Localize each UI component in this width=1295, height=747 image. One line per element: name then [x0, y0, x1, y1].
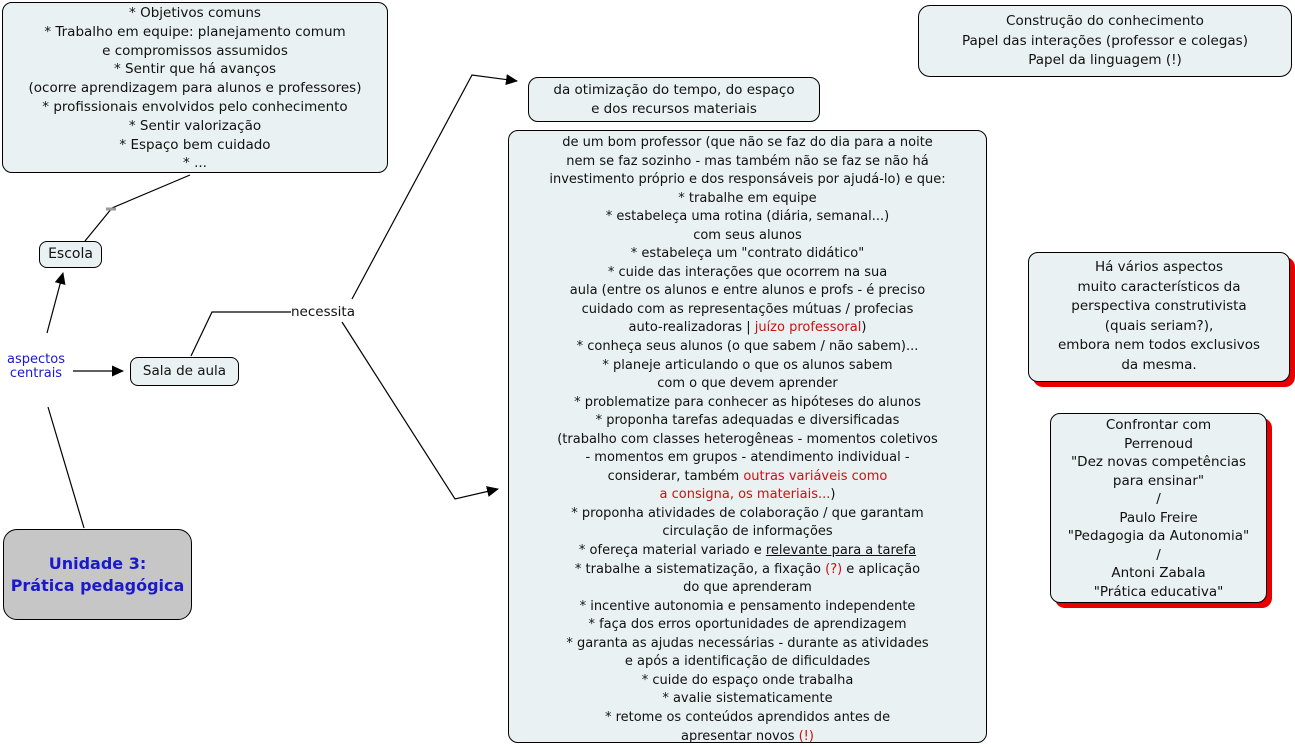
link-label-aspectos-centrais[interactable]: aspectos centrais [7, 352, 65, 381]
arrow-aspectos-to-escola [47, 273, 63, 333]
node-confrontar-com[interactable]: Confrontar com Perrenoud "Dez novas competências para ensinar" / Paulo Freire "Pedagogia da Autonomia" / Antoni Zabala "Prática educativa" [1050, 413, 1267, 603]
arrow-necessita-to-bom-professor [342, 322, 498, 499]
node-unidade-3[interactable]: Unidade 3: Prática pedagógica [3, 529, 192, 620]
node-escola-label: Escola [48, 246, 93, 262]
node-sala-label: Sala de aula [142, 363, 227, 379]
node-construcao-conhecimento[interactable]: Construção do conhecimento Papel das interações (professor e colegas) Papel da linguagem (!) [918, 5, 1292, 77]
connector-sala-to-necessita [191, 312, 291, 356]
node-escola-aspectos[interactable]: * Objetivos comuns * Trabalho em equipe: planejamento comum e compromissos assumidos * Sentir que há avanços (ocorre aprendizagem para alunos e professores) * profissionais envolvidos pelo conhecimento * Sentir valorização * Espaço bem cuidado * ... [2, 2, 388, 173]
necessita-text: necessita [291, 304, 355, 320]
connector-unidade-to-aspectos [48, 407, 84, 528]
link-label-necessita[interactable] [291, 304, 355, 320]
node-sala-de-aula[interactable] [130, 357, 239, 386]
node-escola[interactable] [39, 241, 102, 268]
node-otimizacao-tempo-espaco[interactable]: da otimização do tempo, do espaço e dos recursos materiais [528, 77, 820, 122]
node-bom-professor[interactable]: de um bom professor (que não se faz do dia para a noite nem se faz sozinho - mas também não se faz se não há investimento próprio e dos responsáveis por ajudá-lo) e que: * trabalhe em equipe * estabeleça uma rotina (diária, semanal...) com seus alunos * estabeleça um "contrato didático" * cuide das interações que ocorrem na sua aula (entre os alunos e entre alunos e profs - é preciso cuidado com as representações mútuas / profecias auto-realizadoras | juízo professoral) * conheça seus alunos (o que sabem / não sabem)... * planeje articulando o que os alunos sabem com o que devem aprender * problematize para conhecer as hipóteses do alunos * proponha tarefas adequadas e diversificadas (trabalho com classes heterogêneas - momentos coletivos - momentos em grupos - atendimento individual - considerar, também outras variáveis como a consigna, os materiais...) * proponha atividades de colaboração / que garantam circulação de informações * ofereça material variado e relevante para a tarefa * trabalhe a sistematização, a fixação (?) e aplicação do que aprenderam * incentive autonomia e pensamento independente * faça dos erros oportunidades de aprendizagem * garanta as ajudas necessárias - durante as atividades e após a identificação de dificuldades * cuide do espaço onde trabalha * avalie sistematicamente * retome os conteúdos aprendidos antes de apresentar novos (!) [508, 130, 987, 743]
node-ha-varios-aspectos[interactable]: Há vários aspectos muito característicos da perspectiva construtivista (quais seriam?), embora nem todos exclusivos da mesma. [1028, 252, 1290, 382]
connector-escola-to-aspects [85, 175, 190, 241]
